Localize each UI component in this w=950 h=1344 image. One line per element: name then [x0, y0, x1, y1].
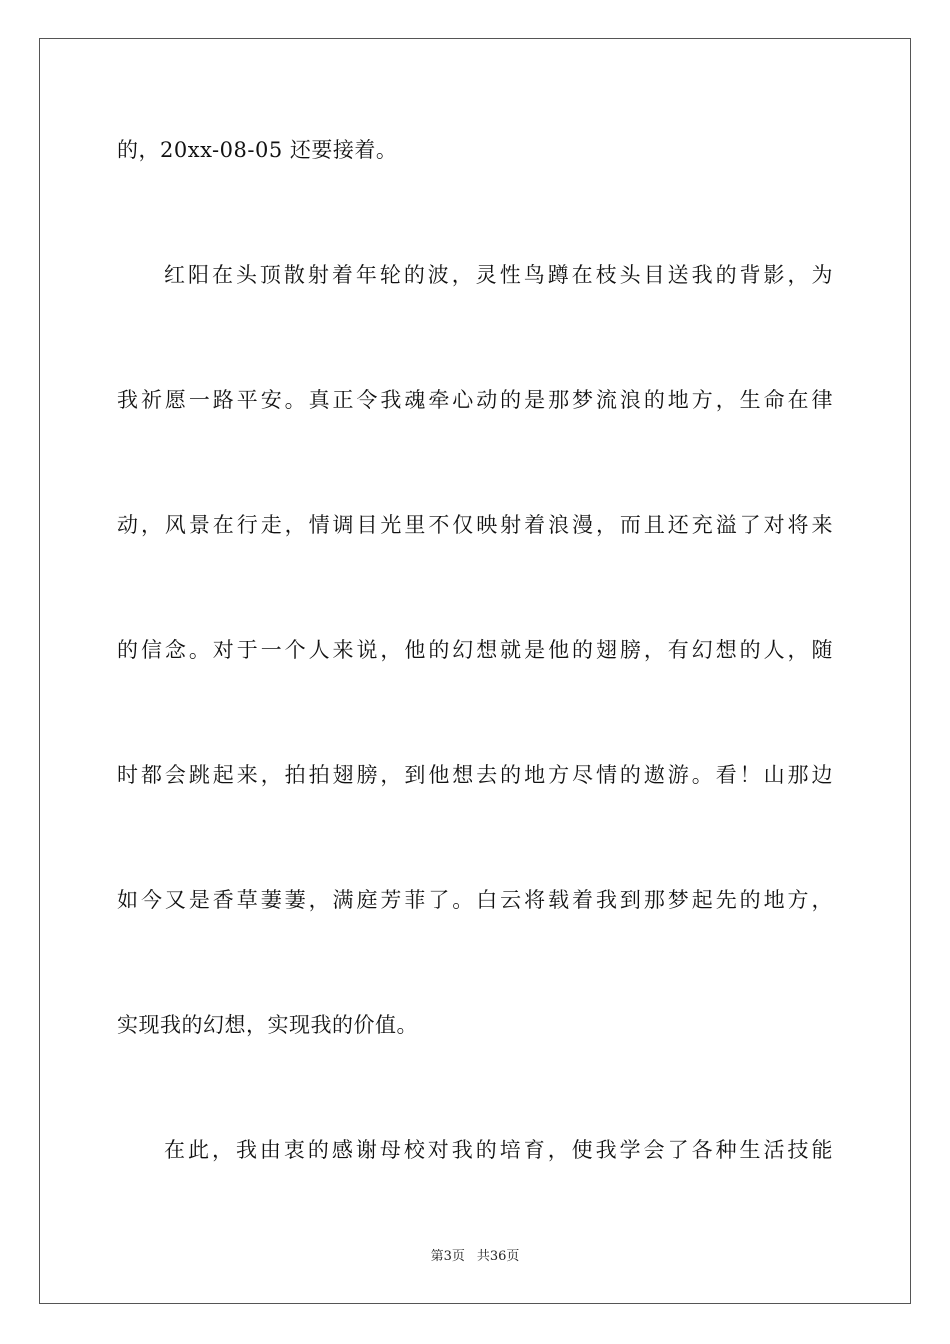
text-line-8: 实现我的幻想，实现我的价值。 [117, 1013, 418, 1037]
text-line-7: 如今又是香草萋萋，满庭芳菲了。白云将载着我到那梦起先的地方， [117, 888, 833, 912]
page-border [39, 38, 911, 1304]
text-line-1: 的，20xx-08-05 还要接着。 [117, 138, 398, 162]
text-line-6: 时都会跳起来，拍拍翅膀，到他想去的地方尽情的遨游。看！山那边 [117, 763, 833, 787]
page-footer [0, 1248, 950, 1266]
text-line-2: 红阳在头顶散射着年轮的波，灵性鸟蹲在枝头目送我的背影，为 [164, 263, 833, 287]
text-line-5: 的信念。对于一个人来说，他的幻想就是他的翅膀，有幻想的人，随 [117, 638, 833, 662]
text-line-9: 在此，我由衷的感谢母校对我的培育，使我学会了各种生活技能 [164, 1138, 833, 1162]
text-line-3: 我祈愿一路平安。真正令我魂牵心动的是那梦流浪的地方，生命在律 [117, 388, 833, 412]
text-line-4: 动，风景在行走，情调目光里不仅映射着浪漫，而且还充溢了对将来 [117, 513, 833, 537]
page-total: 共36页 [476, 1249, 520, 1264]
page-number: 第3页 [430, 1249, 465, 1264]
